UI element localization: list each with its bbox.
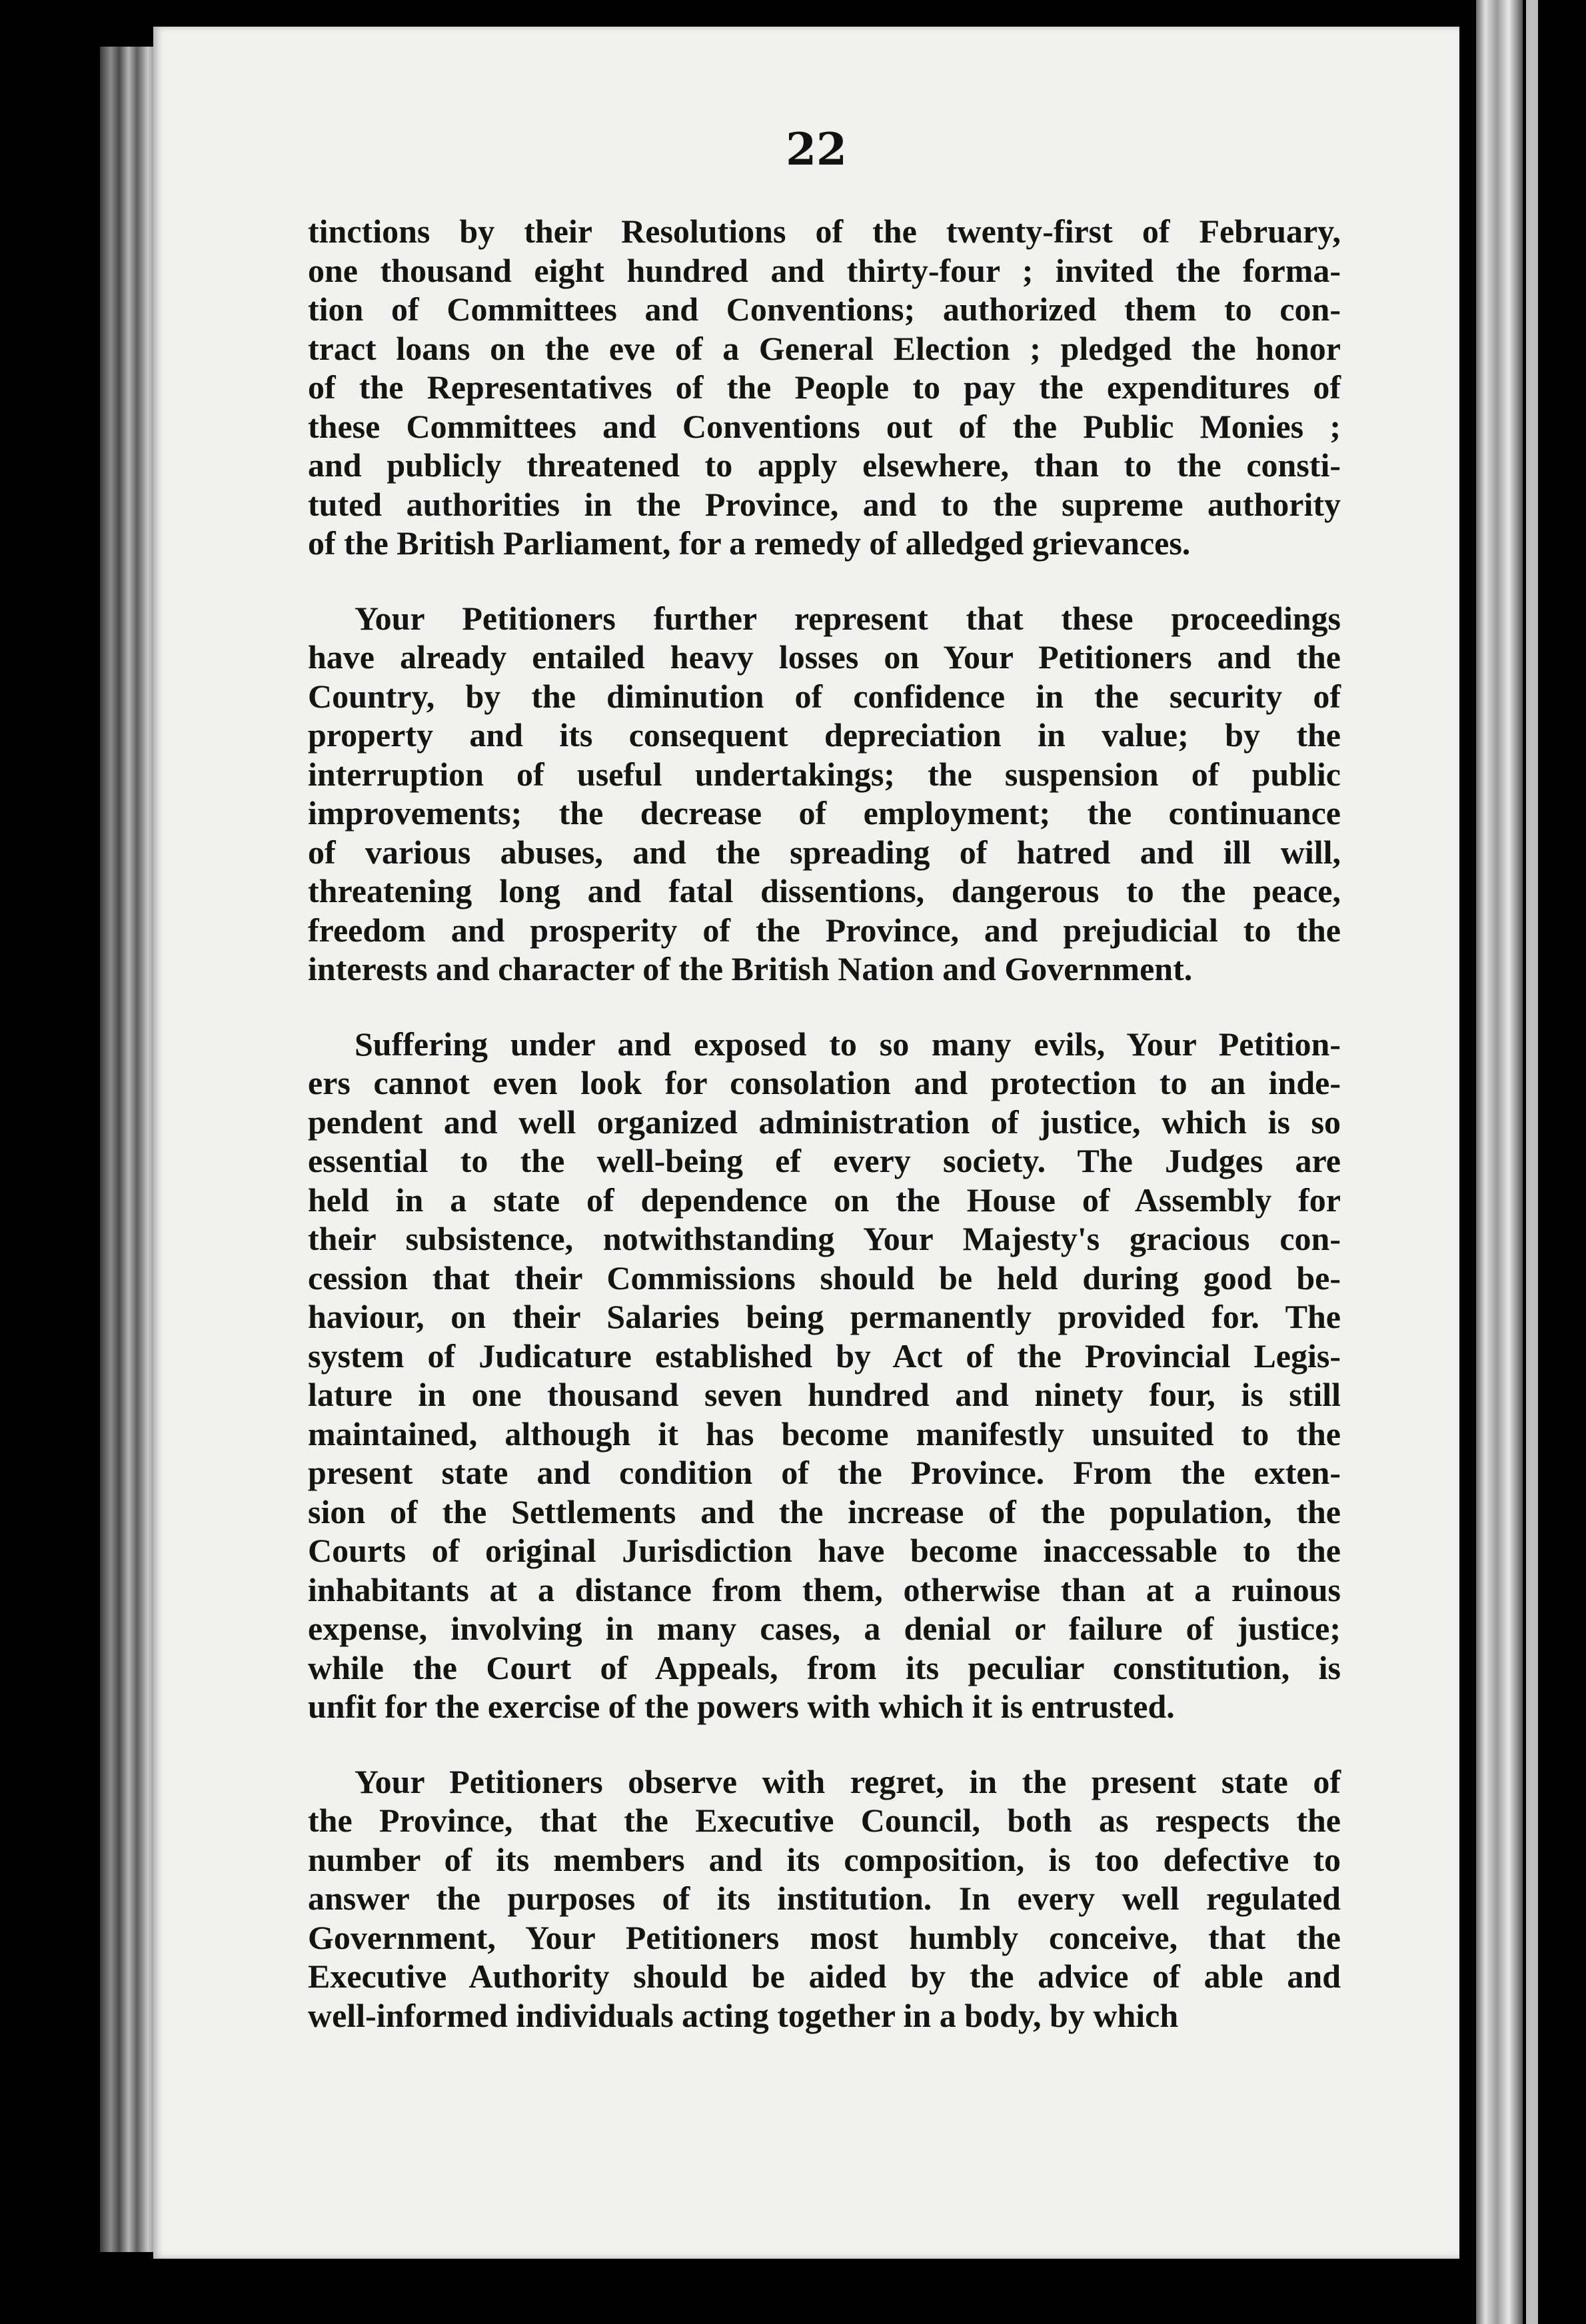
body-text xyxy=(308,212,1341,2035)
text-line: unfit for the exercise of the powers with which it is entrusted. xyxy=(308,1688,1175,1725)
text-line: Government, Your Petitioners most humbly conceive, that the xyxy=(308,1918,1341,1956)
text-line: inhabitants at a distance from them, otherwise than at a ruinous xyxy=(308,1570,1341,1608)
text-line: present state and condition of the Province. From the exten- xyxy=(308,1454,1341,1491)
paragraph xyxy=(308,599,1341,989)
text-line: property and its consequent depreciation in value; by the xyxy=(308,716,1341,754)
text-line: Your Petitioners further represent that these proceedings xyxy=(355,599,1341,637)
text-line: tion of Committees and Conventions; authorized them to con- xyxy=(308,290,1341,328)
text-line: have already entailed heavy losses on Your Petitioners and the xyxy=(308,638,1341,676)
text-line: while the Court of Appeals, from its peculiar constitution, is xyxy=(308,1648,1341,1686)
paragraph xyxy=(308,1762,1341,2035)
text-line: interruption of useful undertakings; the suspension of public xyxy=(308,755,1341,793)
text-line: these Committees and Conventions out of the Public Monies ; xyxy=(308,407,1341,445)
page-stack-edge xyxy=(1476,0,1523,2324)
book-binding-edge xyxy=(100,47,160,2252)
text-line: Courts of original Jurisdiction have become inaccessable to the xyxy=(308,1532,1341,1569)
text-line: tract loans on the eve of a General Election ; pledged the honor xyxy=(308,329,1341,367)
text-line: threatening long and fatal dissentions, dangerous to the peace, xyxy=(308,872,1341,909)
text-line: lature in one thousand seven hundred and ninety four, is still xyxy=(308,1376,1341,1413)
text-line: pendent and well organized administration of justice, which is so xyxy=(308,1103,1341,1141)
text-line: Country, by the diminution of confidence in the security of xyxy=(308,677,1341,715)
page-number: 22 xyxy=(786,123,847,175)
text-line: maintained, although it has become manifestly unsuited to the xyxy=(308,1415,1341,1452)
text-line: of various abuses, and the spreading of hatred and ill will, xyxy=(308,833,1341,871)
text-line: ers cannot even look for consolation and protection to an inde- xyxy=(308,1064,1341,1101)
text-line: tuted authorities in the Province, and to the supreme authority xyxy=(308,485,1341,523)
text-line: the Province, that the Executive Council, both as respects the xyxy=(308,1802,1341,1839)
page-stack-edge-outer xyxy=(1526,0,1538,2324)
text-line: and publicly threatened to apply elsewhere, than to the consti- xyxy=(308,446,1341,484)
text-line: expense, involving in many cases, a denial or failure of justice; xyxy=(308,1610,1341,1647)
text-line: essential to the well-being ef every society. The Judges are xyxy=(308,1142,1341,1179)
text-line: their subsistence, notwithstanding Your Majesty's gracious con- xyxy=(308,1220,1341,1257)
text-line: haviour, on their Salaries being permanently provided for. The xyxy=(308,1298,1341,1335)
text-line: number of its members and its composition, is too defective to xyxy=(308,1840,1341,1878)
text-line: sion of the Settlements and the increase of the population, the xyxy=(308,1492,1341,1530)
text-line: tinctions by their Resolutions of the twenty-first of February, xyxy=(308,213,1341,250)
text-line: Your Petitioners observe with regret, in the present state of xyxy=(355,1762,1341,1800)
text-line: answer the purposes of its institution. In every well regulated xyxy=(308,1880,1341,1917)
text-line: Suffering under and exposed to so many evils, Your Petition- xyxy=(355,1025,1341,1063)
text-line: of the Representatives of the People to pay the expenditures of xyxy=(308,368,1341,406)
text-line: cession that their Commissions should be held during good be- xyxy=(308,1259,1341,1297)
text-line: Executive Authority should be aided by the advice of able and xyxy=(308,1958,1341,1995)
text-line: freedom and prosperity of the Province, and prejudicial to the xyxy=(308,911,1341,949)
text-line: of the British Parliament, for a remedy of alledged grievances. xyxy=(308,524,1191,562)
text-line: system of Judicature established by Act of the Provincial Legis- xyxy=(308,1337,1341,1375)
text-line: well-informed individuals acting together in a body, by which xyxy=(308,1996,1179,2034)
text-line: improvements; the decrease of employment; the continuance xyxy=(308,794,1341,832)
paragraph xyxy=(308,1025,1341,1726)
text-line: interests and character of the British Nation and Government. xyxy=(308,950,1193,987)
text-line: held in a state of dependence on the House of Assembly for xyxy=(308,1181,1341,1219)
paragraph xyxy=(308,212,1341,563)
text-line: one thousand eight hundred and thirty-four ; invited the forma- xyxy=(308,251,1341,289)
